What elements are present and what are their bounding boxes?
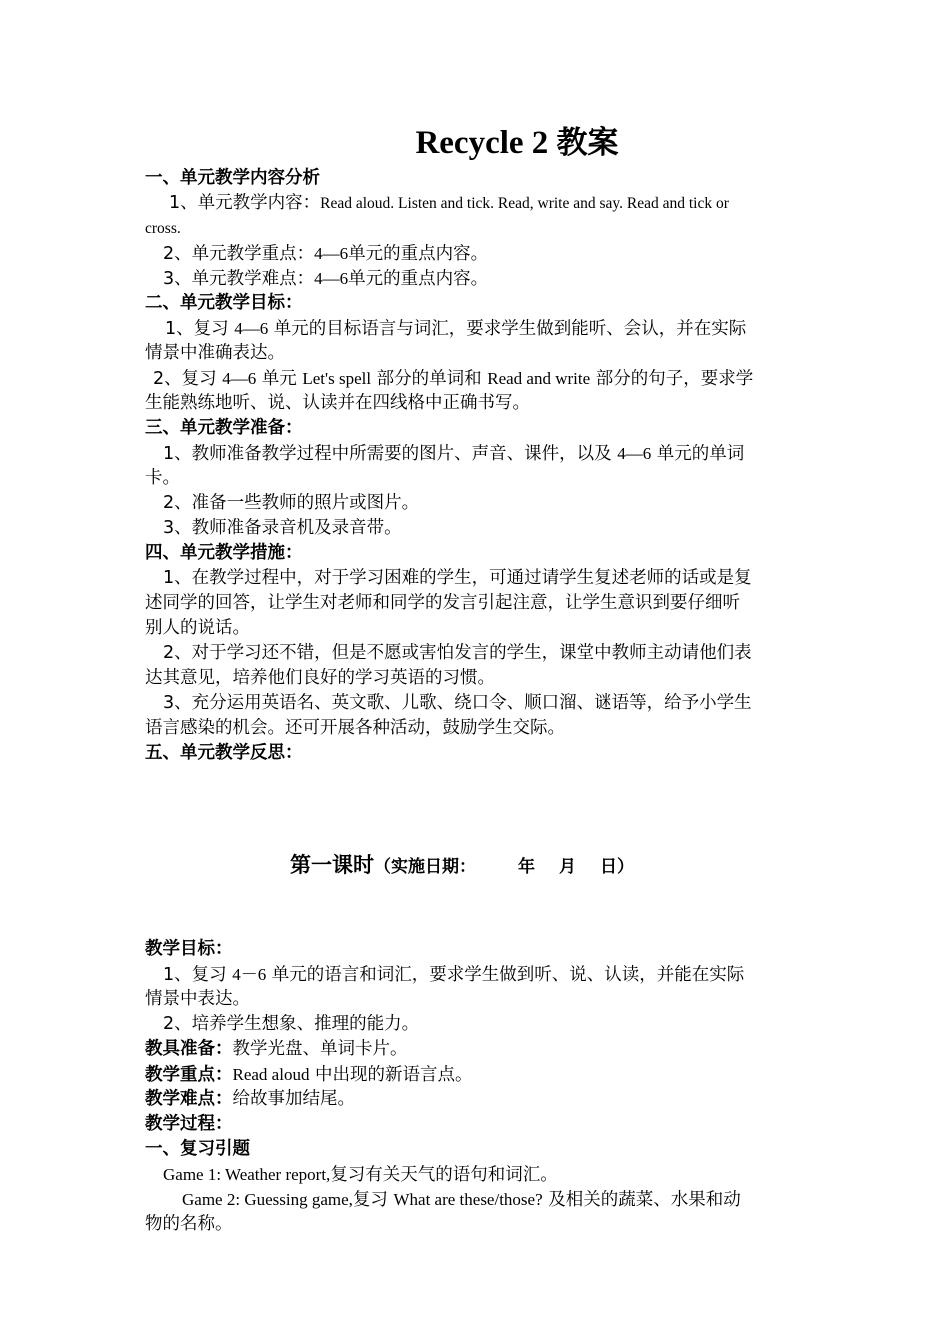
section-heading: 教学目标： xyxy=(145,939,233,959)
unit-overview xyxy=(145,166,810,766)
paragraph-line: 教具准备：教学光盘、单词卡片。 xyxy=(145,1039,408,1059)
paragraph-line: cross. xyxy=(145,220,181,237)
document-title xyxy=(0,120,950,166)
paragraph-line: 物的名称。 xyxy=(145,1214,233,1234)
paragraph-line: 2、对于学习还不错，但是不愿或害怕发言的学生，课堂中教师主动请他们表 xyxy=(163,643,752,663)
section-heading: 二、单元教学目标： xyxy=(145,293,303,313)
section-heading: 四、单元教学措施： xyxy=(145,543,303,563)
title-english: Recycle 2 xyxy=(415,125,549,161)
paragraph-line: 情景中表达。 xyxy=(145,989,250,1009)
paragraph-line: 语言感染的机会。还可开展各种活动，鼓励学生交际。 xyxy=(145,718,565,738)
paragraph-line: 1、复习 4－6 单元的语言和词汇，要求学生做到听、说、认读，并能在实际 xyxy=(163,965,745,985)
paragraph-line: 3、充分运用英语名、英文歌、儿歌、绕口令、顺口溜、谜语等，给予小学生 xyxy=(163,693,752,713)
paragraph-line: 1、在教学过程中，对于学习困难的学生，可通过请学生复述老师的话或是复 xyxy=(163,568,752,588)
paragraph-line: 2、复习 4—6 单元 Let's spell 部分的单词和 Read and write 部分的句子，要求学 xyxy=(153,369,754,389)
lesson-details xyxy=(145,937,810,1237)
section-heading: 一、复习引题 xyxy=(145,1139,250,1159)
paragraph-line: 2、单元教学重点：4—6单元的重点内容。 xyxy=(163,244,489,264)
paragraph-line: 1、复习 4—6 单元的目标语言与词汇，要求学生做到能听、会认，并在实际 xyxy=(165,319,747,339)
paragraph-line: 1、教师准备教学过程中所需要的图片、声音、课件，以及 4—6 单元的单词 xyxy=(163,444,745,464)
paragraph-line: 3、单元教学难点：4—6单元的重点内容。 xyxy=(163,269,489,289)
paragraph-line: Game 1: Weather report,复习有关天气的语句和词汇。 xyxy=(163,1165,558,1185)
paragraph-line: 2、培养学生想象、推理的能力。 xyxy=(163,1014,420,1034)
section-heading: 教学过程： xyxy=(145,1114,233,1134)
paragraph-line: 述同学的回答，让学生对老师和同学的发言引起注意，让学生意识到要仔细听 xyxy=(145,593,740,613)
paragraph-line: 生能熟练地听、说、认读并在四线格中正确书写。 xyxy=(145,393,530,413)
paragraph-line: 卡。 xyxy=(145,468,180,488)
section-heading: 一、单元教学内容分析 xyxy=(145,168,320,188)
section-heading: 三、单元教学准备： xyxy=(145,418,303,438)
paragraph-line: 别人的说话。 xyxy=(145,618,250,638)
section-heading: 五、单元教学反思： xyxy=(145,743,303,763)
paragraph-line: 教学重点：Read aloud 中出现的新语言点。 xyxy=(145,1065,473,1085)
paragraph-line: 2、准备一些教师的照片或图片。 xyxy=(163,493,420,513)
paragraph-line: 1、单元教学内容：Read aloud. Listen and tick. Read, write and say. Read and tick or xyxy=(169,193,729,213)
lesson-title: 第一课时（实施日期： 年 月 日） xyxy=(290,853,634,877)
paragraph-line: Game 2: Guessing game,复习 What are these/those? 及相关的蔬菜、水果和动 xyxy=(182,1190,741,1210)
paragraph-line: 情景中准确表达。 xyxy=(145,343,285,363)
paragraph-line: 教学难点：给故事加结尾。 xyxy=(145,1089,355,1109)
title-chinese: 教案 xyxy=(556,125,619,161)
paragraph-line: 达其意见，培养他们良好的学习英语的习惯。 xyxy=(145,668,495,688)
paragraph-line: 3、教师准备录音机及录音带。 xyxy=(163,518,402,538)
